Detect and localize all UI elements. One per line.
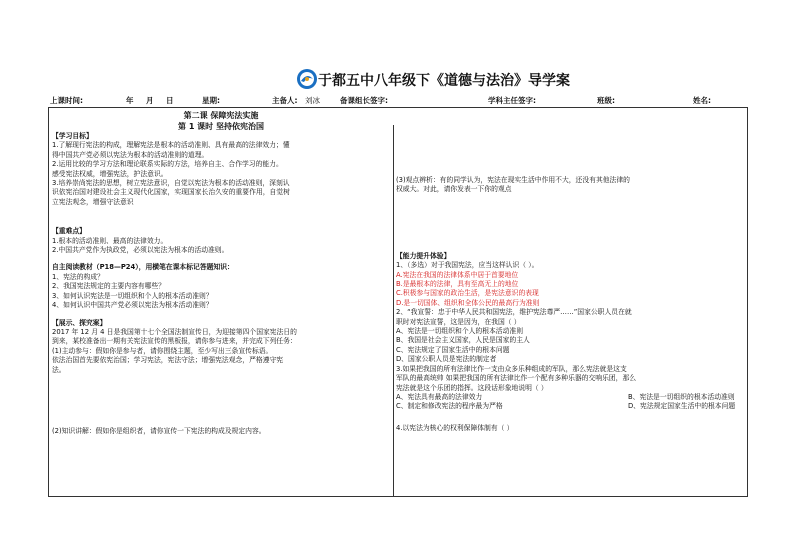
q2-option-a: A、宪法是一切组织和个人的根本活动准则 bbox=[396, 327, 523, 336]
show-line: (1)主动参与：假如你是参与者，请你围绕主题，至少写出三条宣传标语。 bbox=[52, 346, 273, 355]
lesson-unit: 第二课 保障宪法实施 bbox=[183, 111, 259, 120]
ability-title: 【能力提升体验】 bbox=[396, 251, 451, 260]
class-label: 班级: bbox=[597, 96, 615, 105]
key-line: 2.中国共产党作为执政党，必须以宪法为根本的活动准则。 bbox=[52, 246, 229, 255]
question-4: 4.以宪法为核心的权利保障体制有（ ） bbox=[396, 423, 514, 432]
column-divider bbox=[393, 125, 394, 497]
goal-line: 1.了解现行宪法的构成，理解宪法是根本的活动准则、具有最高的法律效力；懂 bbox=[52, 141, 290, 150]
goal-line: 感受宪法权威，增强宪法，护法意识。 bbox=[52, 169, 168, 178]
lesson-period: 第 1 课时 坚持依宪治国 bbox=[178, 122, 264, 131]
question-3: 3.如果把我国的所有法律比作一支由众多乐种组成的军队，那么宪法就是这支 bbox=[396, 364, 627, 373]
meta-row bbox=[0, 95, 794, 107]
left-column bbox=[52, 110, 390, 436]
q1-option-c: C.积极参与国家的政治生活，是宪法意识的表现 bbox=[396, 289, 539, 298]
page-title: 于都五中八年级下《道德与法治》导学案 bbox=[318, 73, 570, 89]
show-title: 【展示、探究案】 bbox=[52, 318, 107, 327]
view-line: 权威大。对此，请你发表一下你的观点 bbox=[396, 185, 512, 194]
leader-label: 备课组长签字: bbox=[340, 96, 388, 105]
show-line: 2017 年 12 月 4 日是我国第十七个全国法制宣传日，为迎接第四个国家宪法日的 bbox=[52, 327, 297, 336]
goal-line: 3.培养崇尚宪法的思想，树立宪法意识，自觉以宪法为根本的活动准则，深刻认 bbox=[52, 179, 290, 188]
q2-option-c: C、宪法规定了国家生活中的根本问题 bbox=[396, 345, 510, 354]
weekday-label: 星期: bbox=[202, 96, 220, 105]
date-label: 上课时间: bbox=[50, 96, 83, 105]
q1-option-a: A.宪法在我国的法律体系中居于首要地位 bbox=[396, 270, 519, 279]
goals-title: 【学习目标】 bbox=[52, 132, 93, 140]
goal-line: 立宪法观念，增强守法意识 bbox=[52, 197, 134, 206]
view-line: (3)观点辨析：有的同学认为，宪法在现实生活中作用不大，还没有其他法律的 bbox=[396, 176, 630, 184]
director-label: 学科主任签字: bbox=[488, 96, 536, 105]
self-study-question: 1、宪法的构成？ bbox=[52, 272, 104, 281]
q3-option-c: C、制定和修改宪法的程序最为严格 bbox=[396, 402, 503, 411]
question-2: 2、“我宣誓：忠于中华人民共和国宪法，维护宪法尊严……”国家公职人员在就 bbox=[396, 308, 632, 317]
host-name: 刘冰 bbox=[305, 96, 320, 105]
self-study-title: 自主阅读教材（P18—P24），用横笔在课本标记答题知识： bbox=[52, 263, 234, 272]
goal-line: 识依宪治国对建设社会主义现代化国家，实现国家长治久安的重要作用，自觉树 bbox=[52, 188, 290, 197]
name-label: 姓名: bbox=[693, 96, 711, 105]
q3-option-d: D、宪法规定国家生活中的根本问题 bbox=[628, 402, 736, 411]
key-line: 1.根本的活动准则、最高的法律效力。 bbox=[52, 236, 168, 245]
q3-options-row bbox=[396, 402, 746, 411]
question-3-cont: 宪法就是这个乐团的指挥。这段话形象地说明（ ） bbox=[396, 383, 548, 392]
year-label: 年 bbox=[126, 96, 134, 105]
q3-options-row bbox=[396, 393, 746, 402]
show-line: 到来，某校准备出一期有关宪法宣传的黑板报，请你参与进来，并完成下列任务： bbox=[52, 337, 297, 346]
q3-option-a: A、宪法具有最高的法律效力 bbox=[396, 392, 483, 401]
q2-option-b: B、我国是社会主义国家，人民是国家的主人 bbox=[396, 336, 530, 345]
month-label: 月 bbox=[146, 96, 154, 105]
q1-option-b: B.是最根本的法律，具有至高无上的地位 bbox=[396, 280, 519, 289]
goal-line: 2.运用比较的学习方法和理论联系实际的方法，培养自主、合作学习的能力。 bbox=[52, 160, 283, 169]
host-label: 主备人: bbox=[272, 96, 298, 105]
show-line: 法。 bbox=[52, 365, 66, 374]
q3-option-b: B、宪法是一切组织的根本活动准则 bbox=[628, 392, 735, 401]
header bbox=[0, 66, 794, 92]
right-column bbox=[396, 176, 746, 433]
question-2-cont: 职时对宪法宣誓，这是因为，在我国（ ） bbox=[396, 317, 521, 326]
self-study-question: 3、如何认识宪法是一切组织和个人的根本活动准则？ bbox=[52, 291, 213, 300]
key-title: 【重难点】 bbox=[52, 227, 86, 236]
q1-option-d: D.是一切国体、组织和全体公民的最高行为准则 bbox=[396, 298, 540, 307]
show-line: 依法治国首先要依宪治国；学习宪法，宪法守法；增强宪法观念，严格遵守宪 bbox=[52, 356, 284, 365]
question-1: 1、（多选）对于我国宪法，应当这样认识（ ）。 bbox=[396, 261, 539, 270]
question-3-cont: 军队的最高统帅 如果把我国的所有法律比作一个配有多种乐器的交响乐团，那么 bbox=[396, 374, 637, 383]
self-study-question: 4、如何认识中国共产党必须以宪法为根本活动准则？ bbox=[52, 301, 213, 310]
knowledge-task: (2)知识讲解：假如你是组织者，请你宣传一下宪法的构成及规定内容。 bbox=[52, 426, 266, 435]
school-emblem-icon bbox=[296, 68, 318, 90]
goal-line: 得中国共产党必须以宪法为根本的活动准则的道理。 bbox=[52, 150, 209, 159]
q2-option-d: D、国家公职人员是宪法的制定者 bbox=[396, 355, 497, 364]
self-study-question: 2、我国宪法规定的主要内容有哪些？ bbox=[52, 282, 166, 291]
day-label: 日 bbox=[166, 96, 174, 105]
